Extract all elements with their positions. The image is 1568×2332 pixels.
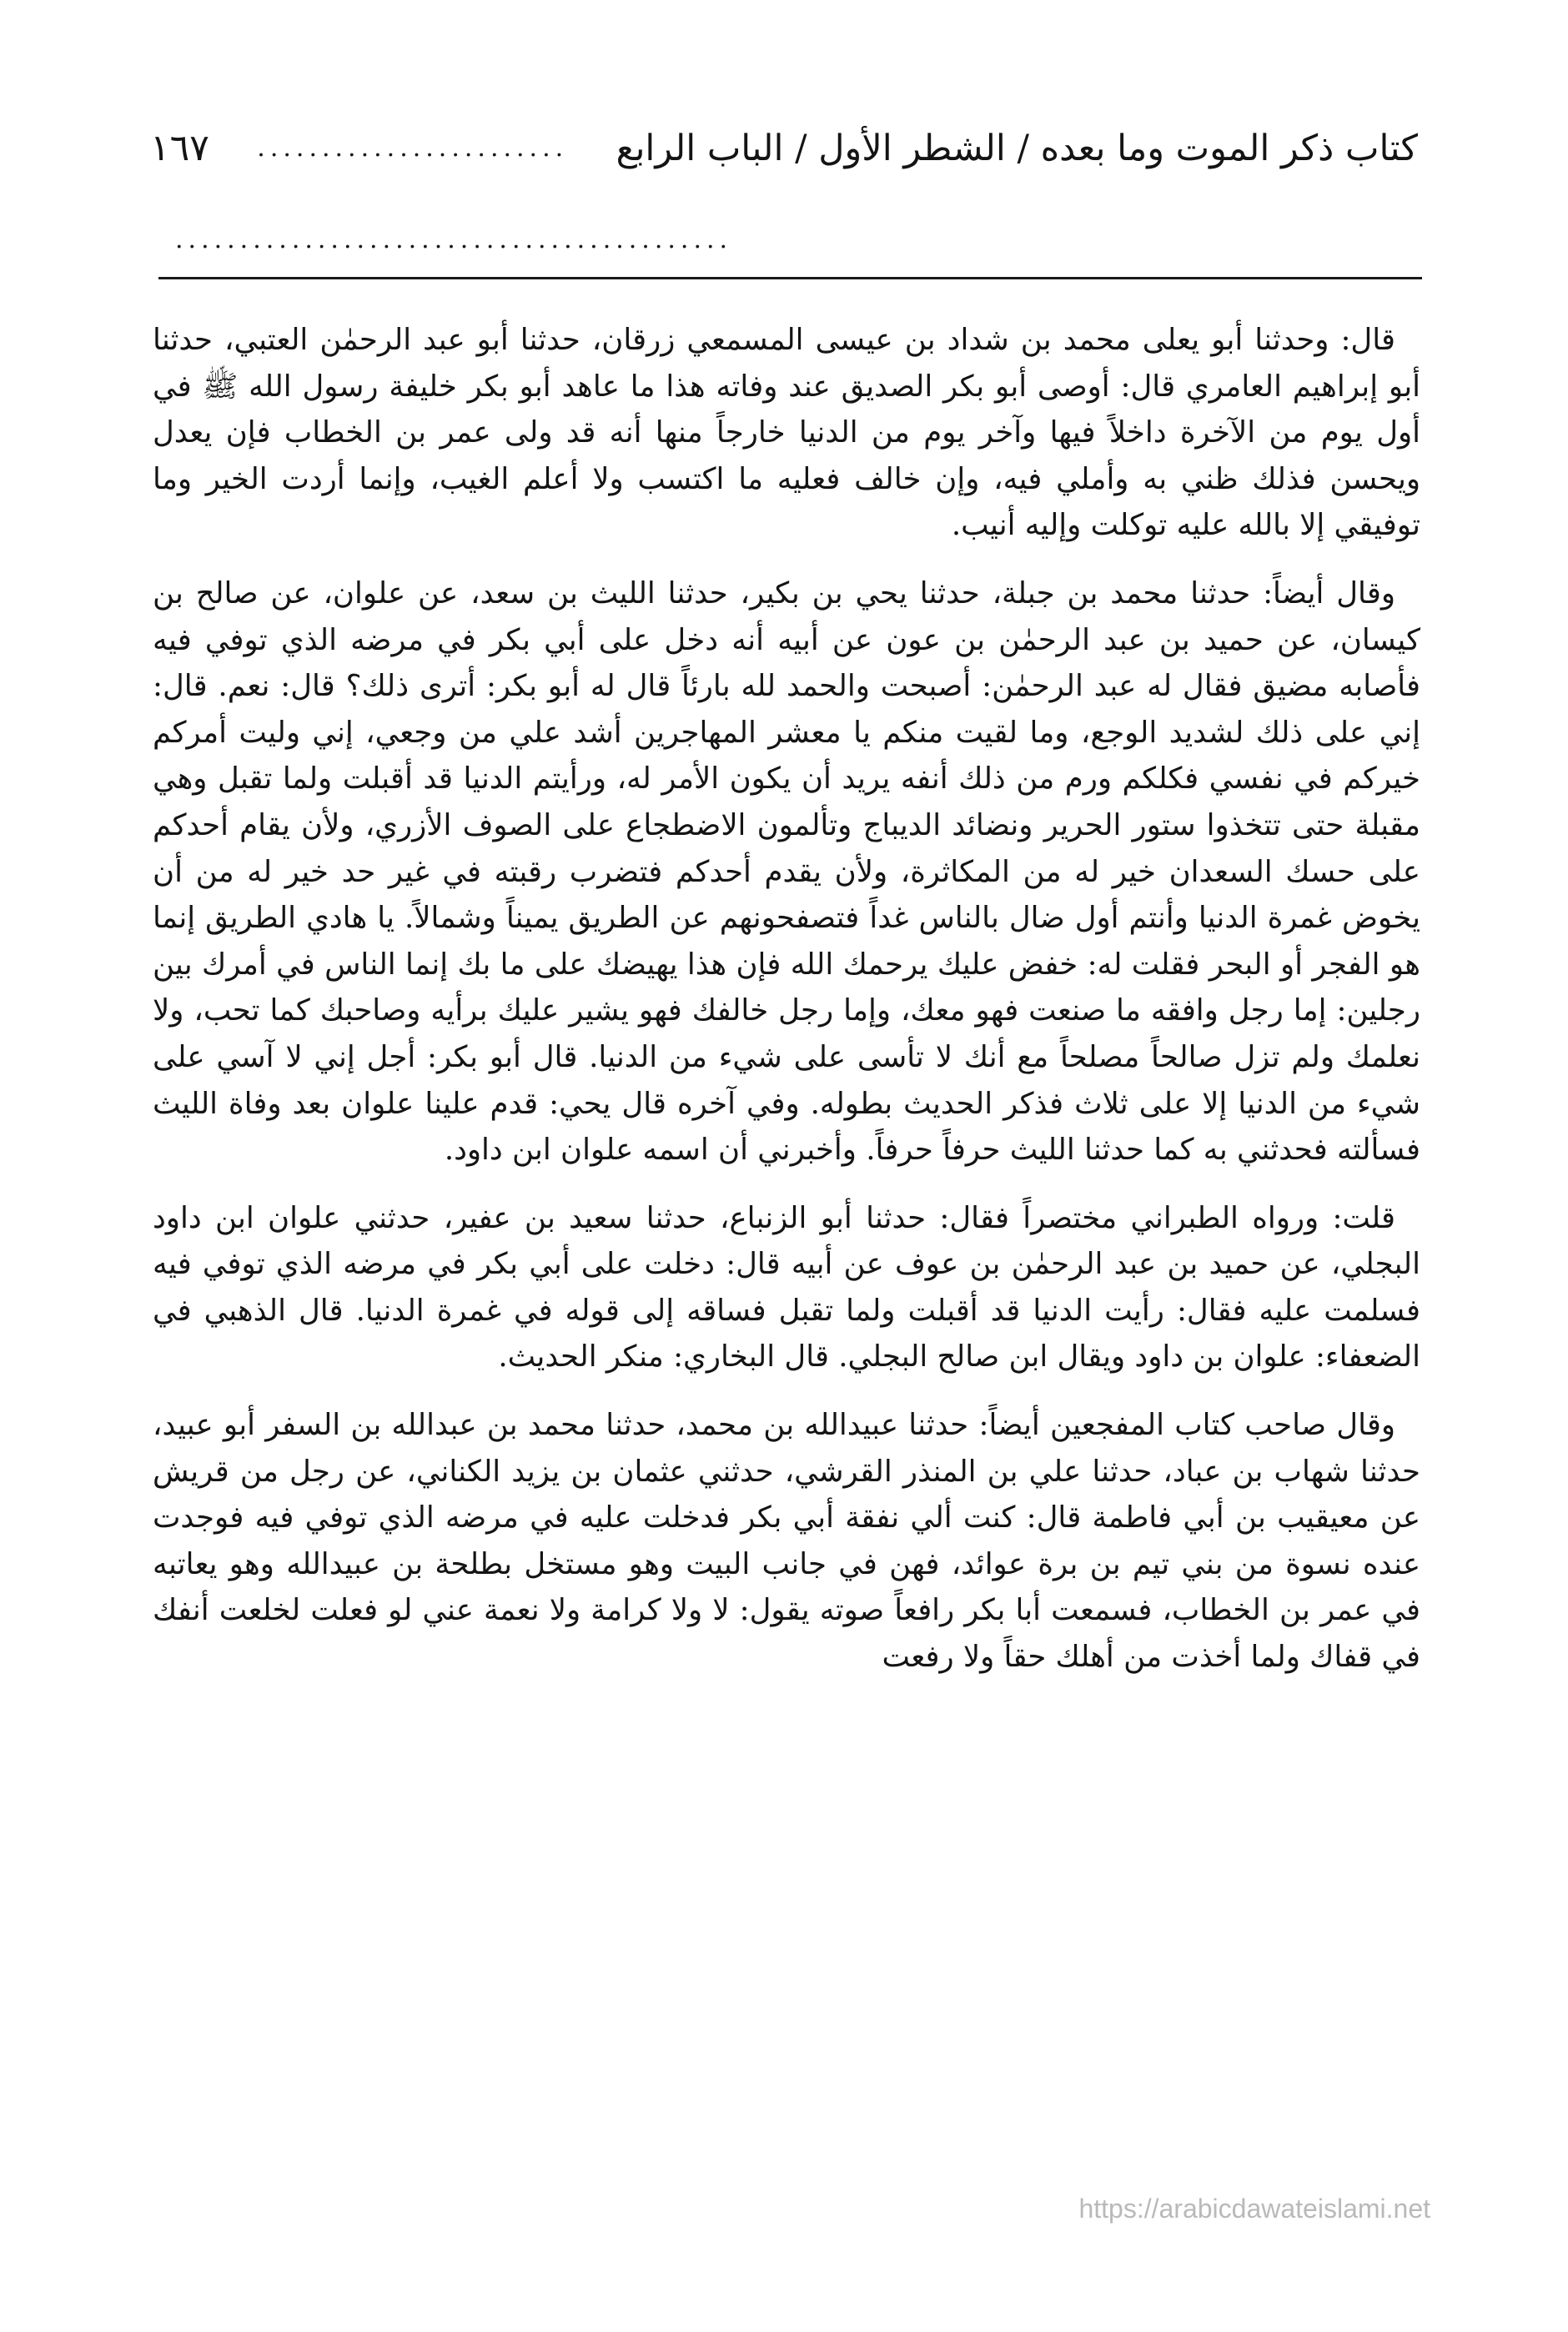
header-title: كتاب ذكر الموت وما بعده / الشطر الأول / الباب الرابع [616, 128, 1418, 169]
watermark-url: https://arabicdawateislami.net [1078, 2194, 1430, 2224]
paragraph: قال: وحدثنا أبو يعلى محمد بن شداد بن عيسى المسمعي زرقان، حدثنا أبو عبد الرحمٰن العتبي، حدثنا أبو إبراهيم العامري قال: أوصى أبو بكر الصديق عند وفاته هذا ما عاهد أبو بكر خليفة رسول الله ﷺ في أول يوم من الآخرة داخلاً فيها وآخر يوم من الدنيا خارجاً منها أنه قد ولى عمر بن الخطاب فإن يعدل ويحسن فذلك ظني به وأملي فيه، وإن خالف فعليه ما اكتسب ولا أعلم الغيب، وإنما أردت الخير وما توفيقي إلا بالله عليه توكلت وإليه أنيب. [153, 323, 1420, 543]
header-leader-dots: ........................ [257, 133, 569, 163]
paragraph: وقال صاحب كتاب المفجعين أيضاً: حدثنا عبيدالله بن محمد، حدثنا محمد بن عبدالله بن السفر أبو عبيد، حدثنا شهاب بن عباد، حدثنا علي بن المنذر القرشي، حدثني عثمان بن يزيد الكناني، عن رجل من قريش عن معيقيب بن أبي فاطمة قال: كنت ألي نفقة أبي بكر فدخلت عليه في مرضه الذي توفي فيه فوجدت عنده نسوة من بني تيم بن برة عوائد، فهن في جانب البيت وهو مستخل بطلحة بن عبيدالله وهو يعاتبه في عمر بن الخطاب، فسمعت أبا بكر رافعاً صوته يقول: لا ولا كرامة ولا نعمة عني لو فعلت لخلعت أنفك في قفاك ولما أخذت من أهلك حقاً ولا رفعت [153, 1408, 1421, 1675]
page-number: ١٦٧ [150, 127, 209, 169]
running-header [150, 115, 1418, 182]
header-dotted-line: ........................................... [175, 225, 733, 254]
header-rule [158, 277, 1422, 279]
paragraph: قلت: ورواه الطبراني مختصراً فقال: حدثنا أبو الزنباع، حدثنا سعيد بن عفير، حدثني علوان ابن داود البجلي، عن حميد بن عبد الرحمٰن بن عوف عن أبيه قال: دخلت على أبي بكر في مرضه الذي توفي فيه فسلمت عليه فقال: رأيت الدنيا قد أقبلت ولما تقبل فساقه إلى قوله في غمرة الدنيا. قال الذهبي في الضعفاء: علوان بن داود ويقال ابن صالح البجلي. قال البخاري: منكر الحديث. [153, 1200, 1420, 1375]
body-text [153, 317, 1420, 2177]
paragraph: وقال أيضاً: حدثنا محمد بن جبلة، حدثنا يحي بن بكير، حدثنا الليث بن سعد، عن علوان، عن صالح بن كيسان، عن حميد بن عبد الرحمٰن بن عون عن أبيه أنه دخل على أبي بكر في مرضه الذي توفي فيه فأصابه مضيق فقال له عبد الرحمٰن: أصبحت والحمد لله بارئاً قال له أبو بكر: أترى ذلك؟ قال: نعم. قال: إني على ذلك لشديد الوجع، وما لقيت منكم يا معشر المهاجرين أشد علي من وجعي، إني وليت أمركم خيركم في نفسي فكلكم ورم من ذلك أنفه يريد أن يكون الأمر له، ورأيتم الدنيا قد أقبلت ولما تقبل وهي مقبلة حتى تتخذوا ستور الحرير ونضائد الديباج وتألمون الاضطجاع على الصوف الأزري، ولأن يقام أحدكم على حسك السعدان خير له من المكاثرة، ولأن يقدم أحدكم فتضرب رقبته في غير حد خير له من أن يخوض غمرة الدنيا وأنتم أول ضال بالناس غداً فتصفحونهم عن الطريق يميناً وشمالاً. يا هادي الطريق إنما هو الفجر أو البحر فقلت له: خفض عليك يرحمك الله فإن هذا يهيضك على ما بك إنما الناس في أمرك بين رجلين: إما رجل وافقه ما صنعت فهو معك، وإما رجل خالفك فهو يشير عليك برأيه وصاحبك كما تحب، ولا نعلمك ولم تزل صالحاً مصلحاً مع أنك لا تأسى على شيء من الدنيا. قال أبو بكر: أجل إني لا آسي على شيء من الدنيا إلا على ثلاث فذكر الحديث بطوله. وفي آخره قال يحي: قدم علينا علوان بعد وفاة الليث فسألته فحدثني به كما حدثنا الليث حرفاً حرفاً. وأخبرني أن اسمه علوان ابن داود. [153, 575, 1420, 1168]
